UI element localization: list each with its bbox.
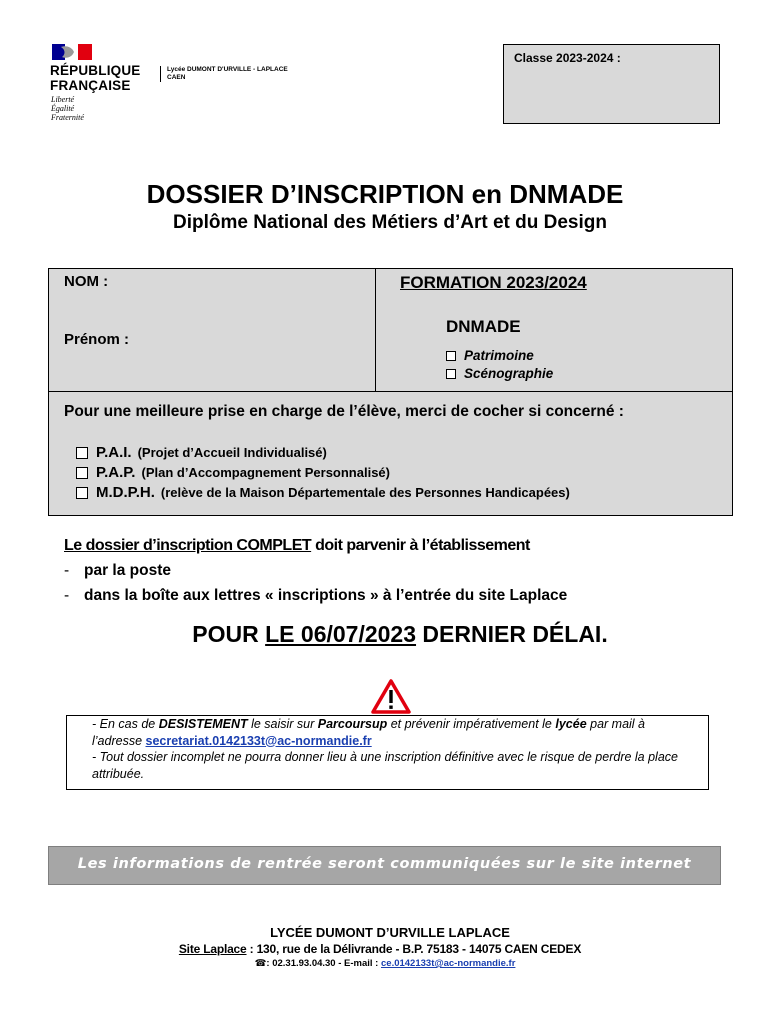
program-name: DNMADE bbox=[446, 317, 521, 336]
option-patrimoine-label: Patrimoine bbox=[464, 348, 534, 363]
classe-label: Classe 2023-2024 : bbox=[514, 51, 621, 65]
footer-lycee-name: LYCÉE DUMONT D’URVILLE LAPLACE bbox=[270, 925, 510, 940]
form-divider-vertical bbox=[375, 268, 376, 391]
deadline-prefix: POUR bbox=[192, 621, 266, 647]
republique-francaise-wordmark bbox=[50, 63, 141, 93]
checkbox-mdph[interactable] bbox=[76, 487, 88, 499]
bullet-poste: par la poste bbox=[84, 562, 171, 579]
lycee-header-line1: Lycée DUMONT D'URVILLE - LAPLACE bbox=[167, 66, 288, 73]
aid-mdph-desc: (relève de la Maison Départementale des Personnes Handicapées) bbox=[160, 485, 570, 500]
logo-separator bbox=[160, 66, 161, 82]
bullet-boite: dans la boîte aux lettres « inscriptions » à l’entrée du site Laplace bbox=[84, 587, 568, 604]
checkbox-pap[interactable] bbox=[76, 467, 88, 479]
checkbox-patrimoine[interactable] bbox=[446, 351, 456, 361]
secretariat-email-link[interactable]: secretariat.0142133t@ac-normandie.fr bbox=[145, 733, 372, 748]
lycee-header-line2: CAEN bbox=[167, 74, 186, 81]
prise-en-charge-prompt: Pour une meilleure prise en charge de l’élève, merci de cocher si concerné : bbox=[64, 403, 624, 420]
deadline-banner bbox=[0, 621, 770, 648]
list-item: - par la poste bbox=[64, 562, 171, 579]
footer-address bbox=[0, 942, 760, 956]
info-bar bbox=[48, 846, 721, 885]
dossier-complet-underlined: Le dossier d’inscription COMPLET bbox=[64, 537, 312, 554]
checkbox-pai[interactable] bbox=[76, 447, 88, 459]
notice-text bbox=[92, 716, 692, 782]
dossier-instruction-rest: doit parvenir à l’établissement bbox=[311, 537, 530, 554]
option-patrimoine[interactable] bbox=[446, 348, 534, 363]
aid-mdph-code: M.D.P.H. bbox=[96, 484, 155, 501]
document-title: DOSSIER D’INSCRIPTION en DNMADE bbox=[146, 179, 624, 209]
aid-mdph[interactable] bbox=[76, 484, 570, 501]
document-subtitle: Diplôme National des Métiers d’Art et du Design bbox=[173, 212, 607, 233]
aid-pap-code: P.A.P. bbox=[96, 464, 136, 481]
notice-desistement-word: DESISTEMENT bbox=[158, 717, 248, 731]
form-divider-horizontal bbox=[48, 391, 733, 392]
option-scenographie-label: Scénographie bbox=[464, 366, 554, 381]
prenom-field-label[interactable]: Prénom : bbox=[64, 331, 130, 348]
footer-contact bbox=[0, 958, 770, 969]
marianne-logo bbox=[52, 44, 92, 60]
nom-field-label[interactable]: NOM : bbox=[64, 273, 109, 290]
aid-pai-code: P.A.I. bbox=[96, 444, 132, 461]
aid-pap-desc: (Plan d’Accompagnement Personnalisé) bbox=[141, 465, 390, 480]
deadline-date: LE 06/07/2023 bbox=[265, 621, 417, 647]
notice-incomplet: - Tout dossier incomplet ne pourra donner lieu à une inscription définitive avec le risque de perdre la place attribuée. bbox=[92, 750, 678, 781]
footer-email-link[interactable]: ce.0142133t@ac-normandie.fr bbox=[381, 958, 516, 969]
footer-address-text: : 130, rue de la Délivrande - B.P. 75183 - 14075 CAEN CEDEX bbox=[246, 942, 582, 956]
checkbox-scenographie[interactable] bbox=[446, 369, 456, 379]
motto-liberte: Liberté bbox=[51, 95, 75, 104]
notice-desistement: - En cas de DESISTEMENT le saisir sur Parcoursup et prévenir impérativement le lycée par mail à l’adresse secretariat.0142133t@ac-normandie.fr bbox=[92, 717, 646, 748]
dossier-instruction bbox=[64, 537, 530, 555]
republique-line: RÉPUBLIQUE bbox=[50, 63, 141, 78]
warning-icon bbox=[371, 679, 411, 715]
motto-fraternite: Fraternité bbox=[51, 113, 84, 122]
classe-box[interactable] bbox=[503, 44, 720, 124]
francaise-line: FRANÇAISE bbox=[50, 78, 131, 93]
lycee-header-name bbox=[167, 66, 288, 82]
deadline-suffix: DERNIER DÉLAI. bbox=[416, 621, 608, 647]
motto-egalite: Égalité bbox=[51, 104, 75, 113]
option-scenographie[interactable] bbox=[446, 366, 553, 381]
aid-pai[interactable] bbox=[76, 444, 327, 461]
aid-pap[interactable] bbox=[76, 464, 390, 481]
list-item: - dans la boîte aux lettres « inscriptions » à l’entrée du site Laplace bbox=[64, 587, 568, 604]
notice-parcoursup: Parcoursup bbox=[317, 717, 388, 731]
formation-heading: FORMATION 2023/2024 bbox=[400, 273, 587, 292]
info-bar-text: Les informations de rentrée seront communiquées sur le site internet bbox=[77, 856, 692, 872]
republic-motto bbox=[51, 95, 84, 122]
footer-phone: ☎: 02.31.93.04.30 - E-mail : bbox=[254, 958, 381, 969]
aid-pai-desc: (Projet d’Accueil Individualisé) bbox=[137, 445, 327, 460]
footer-site-label: Site Laplace bbox=[178, 942, 247, 956]
notice-lycee: lycée bbox=[555, 717, 587, 731]
